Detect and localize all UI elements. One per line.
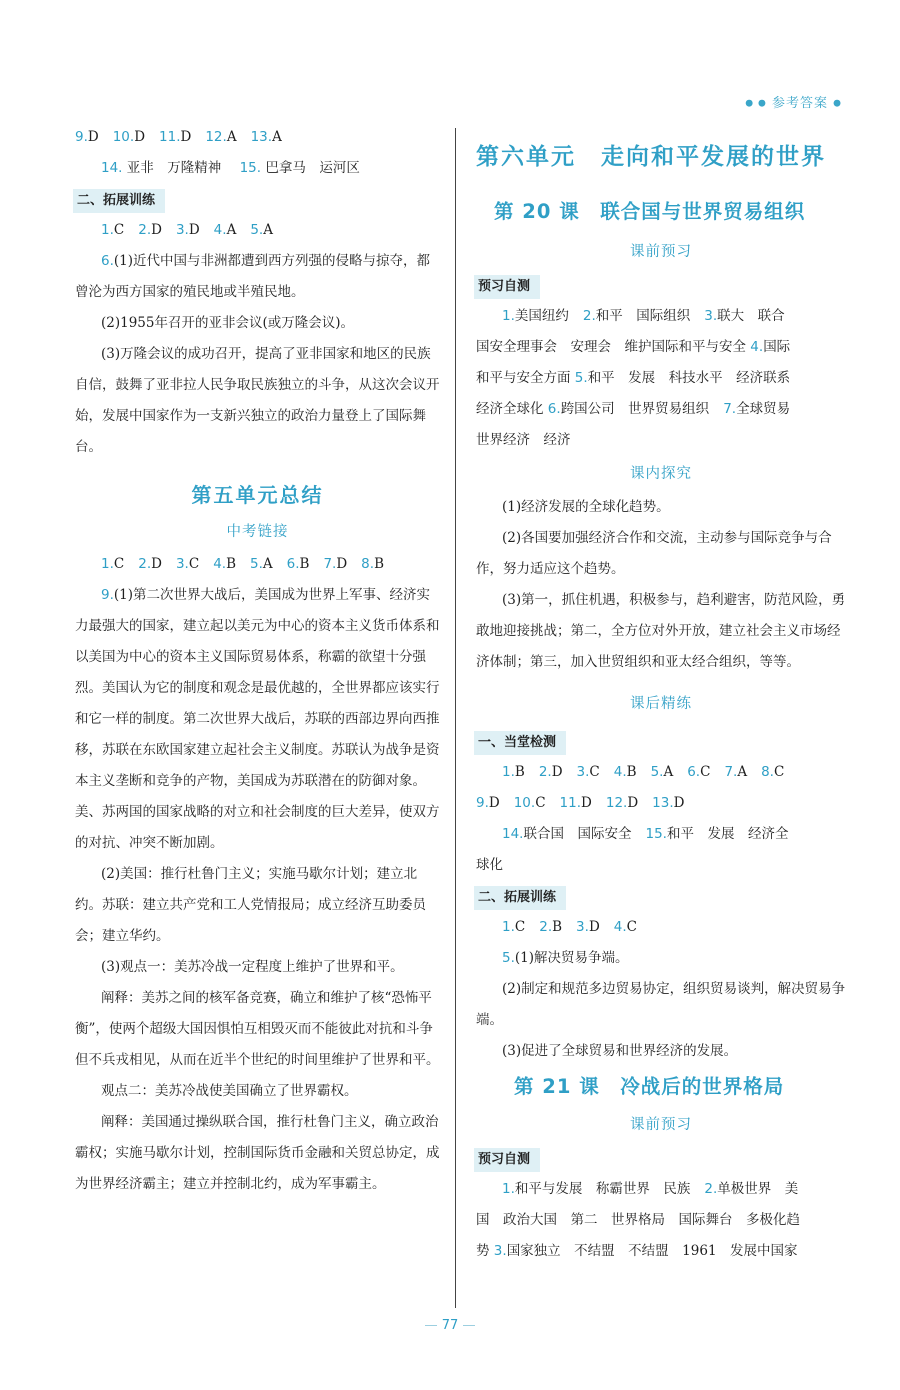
in-class-part2: (2)各国要加强经济合作和交流，主动参与国际竞争与合作，努力适应这个趋势。 xyxy=(476,530,832,577)
answer-item xyxy=(723,401,790,417)
answer-number: 3. xyxy=(493,1243,507,1259)
lesson20-preview-line1 xyxy=(476,301,846,332)
answer-number: 1. xyxy=(502,308,515,324)
answer-number: 8. xyxy=(761,764,774,780)
ext5-part3: (3)促进了全球贸易和世界经济的发展。 xyxy=(502,1043,738,1059)
answer-number: 2. xyxy=(138,222,152,238)
answer-value: 和平 发展 科技水平 经济联系 xyxy=(587,370,791,386)
answer-value: C xyxy=(773,764,785,780)
answer-item xyxy=(761,764,784,780)
answer-number: 9. xyxy=(75,129,88,145)
answer-item xyxy=(213,556,236,572)
answer-item xyxy=(476,795,500,811)
lesson20-preview-line3: 和平与安全方面 5.和平 发展 科技水平 经济联系 xyxy=(476,370,791,386)
q9-part5: 观点二：美苏冷战使美国确立了世界霸权。 xyxy=(101,1083,358,1099)
answer-number: 12. xyxy=(205,129,227,145)
answer-item xyxy=(724,764,747,780)
answer-number: 6. xyxy=(687,764,701,780)
answer-item xyxy=(250,556,273,572)
answer-value: D xyxy=(588,919,600,935)
self-test-heading: 预习自测 xyxy=(474,275,540,299)
answer-value: C xyxy=(514,919,526,935)
answer-key-tag: ● ● 参考答案 ● xyxy=(745,96,842,111)
answer-number: 7. xyxy=(724,764,738,780)
answer-value: D xyxy=(627,795,639,811)
ext5-part2: (2)制定和规范多边贸易协定，组织贸易谈判，解决贸易争端。 xyxy=(476,981,846,1028)
answer-number: 1. xyxy=(502,919,515,935)
answer-value: C xyxy=(113,556,125,572)
classtest-fill-tail: 球化 xyxy=(476,857,503,873)
answer-item xyxy=(502,919,525,935)
answer-number: 3. xyxy=(175,222,189,238)
answer-value: D xyxy=(673,795,685,811)
answer-item xyxy=(138,556,162,572)
fill-answers: 14. 亚非 万隆精神 15. 巴拿马 运河区 xyxy=(101,160,360,176)
exam-link-heading: 中考链接 xyxy=(226,524,289,540)
answer-number: 13. xyxy=(652,795,674,811)
answer-item xyxy=(560,795,592,811)
right-column xyxy=(476,122,846,1267)
answer-value: D xyxy=(151,222,162,238)
answer-value: C xyxy=(589,764,600,780)
answer-item xyxy=(494,1243,798,1259)
answer-number: 4. xyxy=(613,764,627,780)
ext5-part1: 5.(1)解决贸易争端。 xyxy=(502,950,629,966)
answer-item xyxy=(704,1181,798,1197)
answer-value: A xyxy=(272,129,282,145)
answer-number: 1. xyxy=(101,556,114,572)
answer-number: 4. xyxy=(750,339,764,355)
answer-item xyxy=(687,764,710,780)
lesson20-preview-line2: 国安全理事会 安理会 维护国际和平与安全 4.国际 xyxy=(476,339,791,355)
answer-item xyxy=(176,222,200,238)
in-class-part1: (1)经济发展的全球化趋势。 xyxy=(502,499,670,515)
mc-answers-extension-2 xyxy=(476,912,846,943)
answer-item xyxy=(548,401,709,417)
answer-number: 15. xyxy=(645,826,667,842)
answer-value: A xyxy=(663,764,674,780)
lesson20-preview-line4: 经济全球化 6.跨国公司 世界贸易组织 7.全球贸易 xyxy=(476,401,791,417)
answer-item xyxy=(101,222,124,238)
answer-value: 单极世界 美 xyxy=(717,1181,799,1197)
q9-part1: 9.(1)第二次世界大战后，美国成为世界上军事、经济实力最强大的国家，建立起以美元为中心的资本主义货币体系和以美国为中心的资本主义国际贸易体系，称霸的欲望十分强烈。美国认为它的制度和观念是最优越的，全世界都应该实行和它一样的制度。第二次世界大战后，苏联的西部边界向西推移，苏联在东欧国家建立起社会主义制度。苏联认为战争是资本主义垄断和竞争的产物，美国成为苏联潜在的防御对象。美、苏两国的国家战略的对立和社会制度的巨大差异，使双方的对抗、冲突不断加剧。 xyxy=(75,587,440,851)
answer-value: A xyxy=(226,222,237,238)
answer-item xyxy=(645,826,788,842)
answer-value: C xyxy=(626,919,637,935)
answer-value: D xyxy=(488,795,500,811)
answer-number: 11. xyxy=(559,795,582,811)
in-class-heading: 课内探究 xyxy=(630,466,692,482)
answer-item xyxy=(577,764,600,780)
unit6-title: 第六单元 走向和平发展的世界 xyxy=(476,144,826,170)
lesson21-preview-line3: 势 3.国家独立 不结盟 不结盟 1961 发展中国家 xyxy=(476,1243,798,1259)
lesson21-title: 第 21 课 冷战后的世界格局 xyxy=(514,1075,785,1098)
answer-number: 7. xyxy=(723,401,737,417)
page-number: 77 xyxy=(0,1318,900,1333)
answer-item xyxy=(704,308,784,324)
answer-number: 6. xyxy=(547,401,561,417)
q9-part4: 阐释：美苏之间的核军备竞赛，确立和维护了核“恐怖平衡”，使两个超级大国因惧怕互相毁灭而不能彼此对抗和斗争但不兵戎相见，从而在近半个世纪的时间里维护了世界和平。 xyxy=(75,990,440,1068)
answer-item xyxy=(113,129,145,145)
answer-number: 3. xyxy=(576,764,590,780)
section-heading-extension: 二、拓展训练 xyxy=(73,189,165,213)
answer-number: 12. xyxy=(605,795,628,811)
answer-value: B xyxy=(374,556,384,572)
answer-item xyxy=(539,919,562,935)
answer-item xyxy=(176,556,199,572)
answer-item xyxy=(159,129,191,145)
answer-value: 全球贸易 xyxy=(736,401,791,417)
in-class-part3: (3)第一，抓住机遇，积极参与，趋利避害，防范风险，勇敢地迎接挑战；第二，全方位对外开放，建立社会主义市场经济体制；第三，加入世贸组织和亚太经合组织，等等。 xyxy=(476,592,846,670)
answer-item xyxy=(502,1181,690,1197)
answer-value: 联大 联合 xyxy=(717,308,785,324)
classtest-fill xyxy=(476,819,846,850)
answer-number: 1. xyxy=(502,1181,515,1197)
answer-number: 2. xyxy=(704,1181,718,1197)
answer-item xyxy=(287,556,310,572)
answer-number: 1. xyxy=(101,222,114,238)
answer-number: 5. xyxy=(650,764,664,780)
answer-item xyxy=(251,129,282,145)
answer-number: 10. xyxy=(112,129,135,145)
after-class-heading: 课后精练 xyxy=(630,696,692,712)
lesson21-preview-line2: 国 政治大国 第二 世界格局 国际舞台 多极化趋 xyxy=(476,1212,800,1228)
q6-part3: (3)万隆会议的成功召开，提高了亚非国家和地区的民族自信，鼓舞了亚非拉人民争取民族独立的斗争，从这次会议开始，发展中国家作为一支新兴独立的政治力量登上了国际舞台。 xyxy=(75,346,440,455)
answer-item xyxy=(651,764,674,780)
answer-value: D xyxy=(188,222,200,238)
section-heading-extension-2: 二、拓展训练 xyxy=(474,886,566,910)
answer-number: 5. xyxy=(250,222,264,238)
answer-value: 跨国公司 世界贸易组织 xyxy=(560,401,710,417)
answer-number: 14. xyxy=(502,826,524,842)
lesson21-preview-line1 xyxy=(476,1174,846,1205)
answer-number: 3. xyxy=(175,556,189,572)
answer-value: 和平 国际组织 xyxy=(595,308,691,324)
answer-value: D xyxy=(180,129,192,145)
answer-item xyxy=(583,308,690,324)
answer-value: 国家独立 不结盟 不结盟 1961 发展中国家 xyxy=(506,1243,798,1259)
answer-number: 6. xyxy=(286,556,300,572)
q9-part3: (3)观点一：美苏冷战一定程度上维护了世界和平。 xyxy=(101,959,404,975)
answer-value: B xyxy=(626,764,637,780)
preview-heading: 课前预习 xyxy=(630,244,692,260)
section-heading-classtest: 一、当堂检测 xyxy=(474,731,566,755)
q6-part2: (2)1955年召开的亚非会议(或万隆会议)。 xyxy=(101,315,355,331)
answer-item xyxy=(514,795,546,811)
answer-number: 1. xyxy=(502,764,515,780)
answer-value: B xyxy=(514,764,525,780)
answer-value: A xyxy=(262,556,273,572)
answer-item xyxy=(214,222,237,238)
answer-value: B xyxy=(299,556,310,572)
answer-item xyxy=(576,919,600,935)
answer-number: 10. xyxy=(513,795,536,811)
answer-item xyxy=(502,764,525,780)
answer-number: 2. xyxy=(582,308,596,324)
answer-number: 8. xyxy=(361,556,375,572)
answer-item xyxy=(614,919,637,935)
answer-value: B xyxy=(552,919,563,935)
answer-item xyxy=(250,222,273,238)
answer-value: D xyxy=(87,129,99,145)
answer-number: 2. xyxy=(138,556,152,572)
answer-number: 4. xyxy=(613,919,627,935)
answer-item xyxy=(502,308,569,324)
answer-item xyxy=(652,795,684,811)
answer-value: A xyxy=(263,222,273,238)
answer-value: 美国纽约 xyxy=(514,308,569,324)
answer-value: 联合国 国际安全 xyxy=(523,826,632,842)
answer-value: D xyxy=(336,556,348,572)
answer-value: C xyxy=(113,222,125,238)
answer-number: 9. xyxy=(476,795,489,811)
answer-item xyxy=(614,764,637,780)
answer-value: 和平 发展 经济全 xyxy=(666,826,789,842)
column-divider xyxy=(455,128,456,1308)
q6-part1: 6.(1)近代中国与非洲都遭到西方列强的侵略与掠夺，都曾沦为西方国家的殖民地或半殖民地。 xyxy=(75,253,431,300)
answer-item xyxy=(205,129,236,145)
mc-answers-exam xyxy=(75,549,440,580)
answer-value: D xyxy=(551,764,563,780)
answer-value: C xyxy=(535,795,546,811)
answer-number: 5. xyxy=(574,370,588,386)
answer-item xyxy=(361,556,384,572)
answer-number: 3. xyxy=(704,308,718,324)
answer-value: 国际 xyxy=(763,339,791,355)
answer-item xyxy=(502,826,631,842)
answer-item xyxy=(539,764,563,780)
answer-item xyxy=(138,222,162,238)
unit5-summary-title: 第五单元总结 xyxy=(191,483,324,507)
answer-value: 和平与发展 称霸世界 民族 xyxy=(514,1181,691,1197)
mc-answers-top xyxy=(75,122,440,153)
answer-number: 4. xyxy=(213,556,227,572)
answer-value: A xyxy=(226,129,237,145)
q9-part6: 阐释：美国通过操纵联合国，推行杜鲁门主义，确立政治霸权；实施马歇尔计划，控制国际货币金融和关贸总协定，成为世界经济霸主；建立并控制北约，成为军事霸主。 xyxy=(75,1114,440,1192)
answer-number: 2. xyxy=(539,919,553,935)
answer-number: 13. xyxy=(250,129,273,145)
answer-item xyxy=(75,129,99,145)
left-column xyxy=(75,122,440,1200)
mc-answers-extension xyxy=(75,215,440,246)
mc-answers-classtest-1 xyxy=(476,757,846,788)
answer-item xyxy=(750,339,790,355)
answer-value: D xyxy=(134,129,146,145)
answer-value: A xyxy=(737,764,748,780)
q9-part2: (2)美国：推行杜鲁门主义；实施马歇尔计划；建立北约。苏联：建立共产党和工人党情报局；成立经济互助委员会；建立华约。 xyxy=(75,866,426,944)
answer-number: 7. xyxy=(323,556,337,572)
answer-number: 5. xyxy=(250,556,263,572)
answer-item xyxy=(606,795,638,811)
lesson20-preview-line5: 世界经济 经济 xyxy=(476,432,571,448)
answer-value: C xyxy=(700,764,711,780)
answer-value: D xyxy=(581,795,592,811)
answer-value: D xyxy=(151,556,162,572)
answer-number: 4. xyxy=(213,222,227,238)
answer-value: B xyxy=(226,556,236,572)
preview-heading-2: 课前预习 xyxy=(630,1117,692,1133)
self-test-heading-2: 预习自测 xyxy=(474,1148,540,1172)
answer-value: C xyxy=(188,556,200,572)
answer-number: 11. xyxy=(159,129,181,145)
answer-item xyxy=(101,556,124,572)
answer-number: 2. xyxy=(538,764,552,780)
answer-item xyxy=(575,370,790,386)
answer-number: 3. xyxy=(576,919,589,935)
mc-answers-classtest-2 xyxy=(476,788,846,819)
lesson20-title: 第 20 课 联合国与世界贸易组织 xyxy=(494,200,806,223)
answer-item xyxy=(323,556,347,572)
